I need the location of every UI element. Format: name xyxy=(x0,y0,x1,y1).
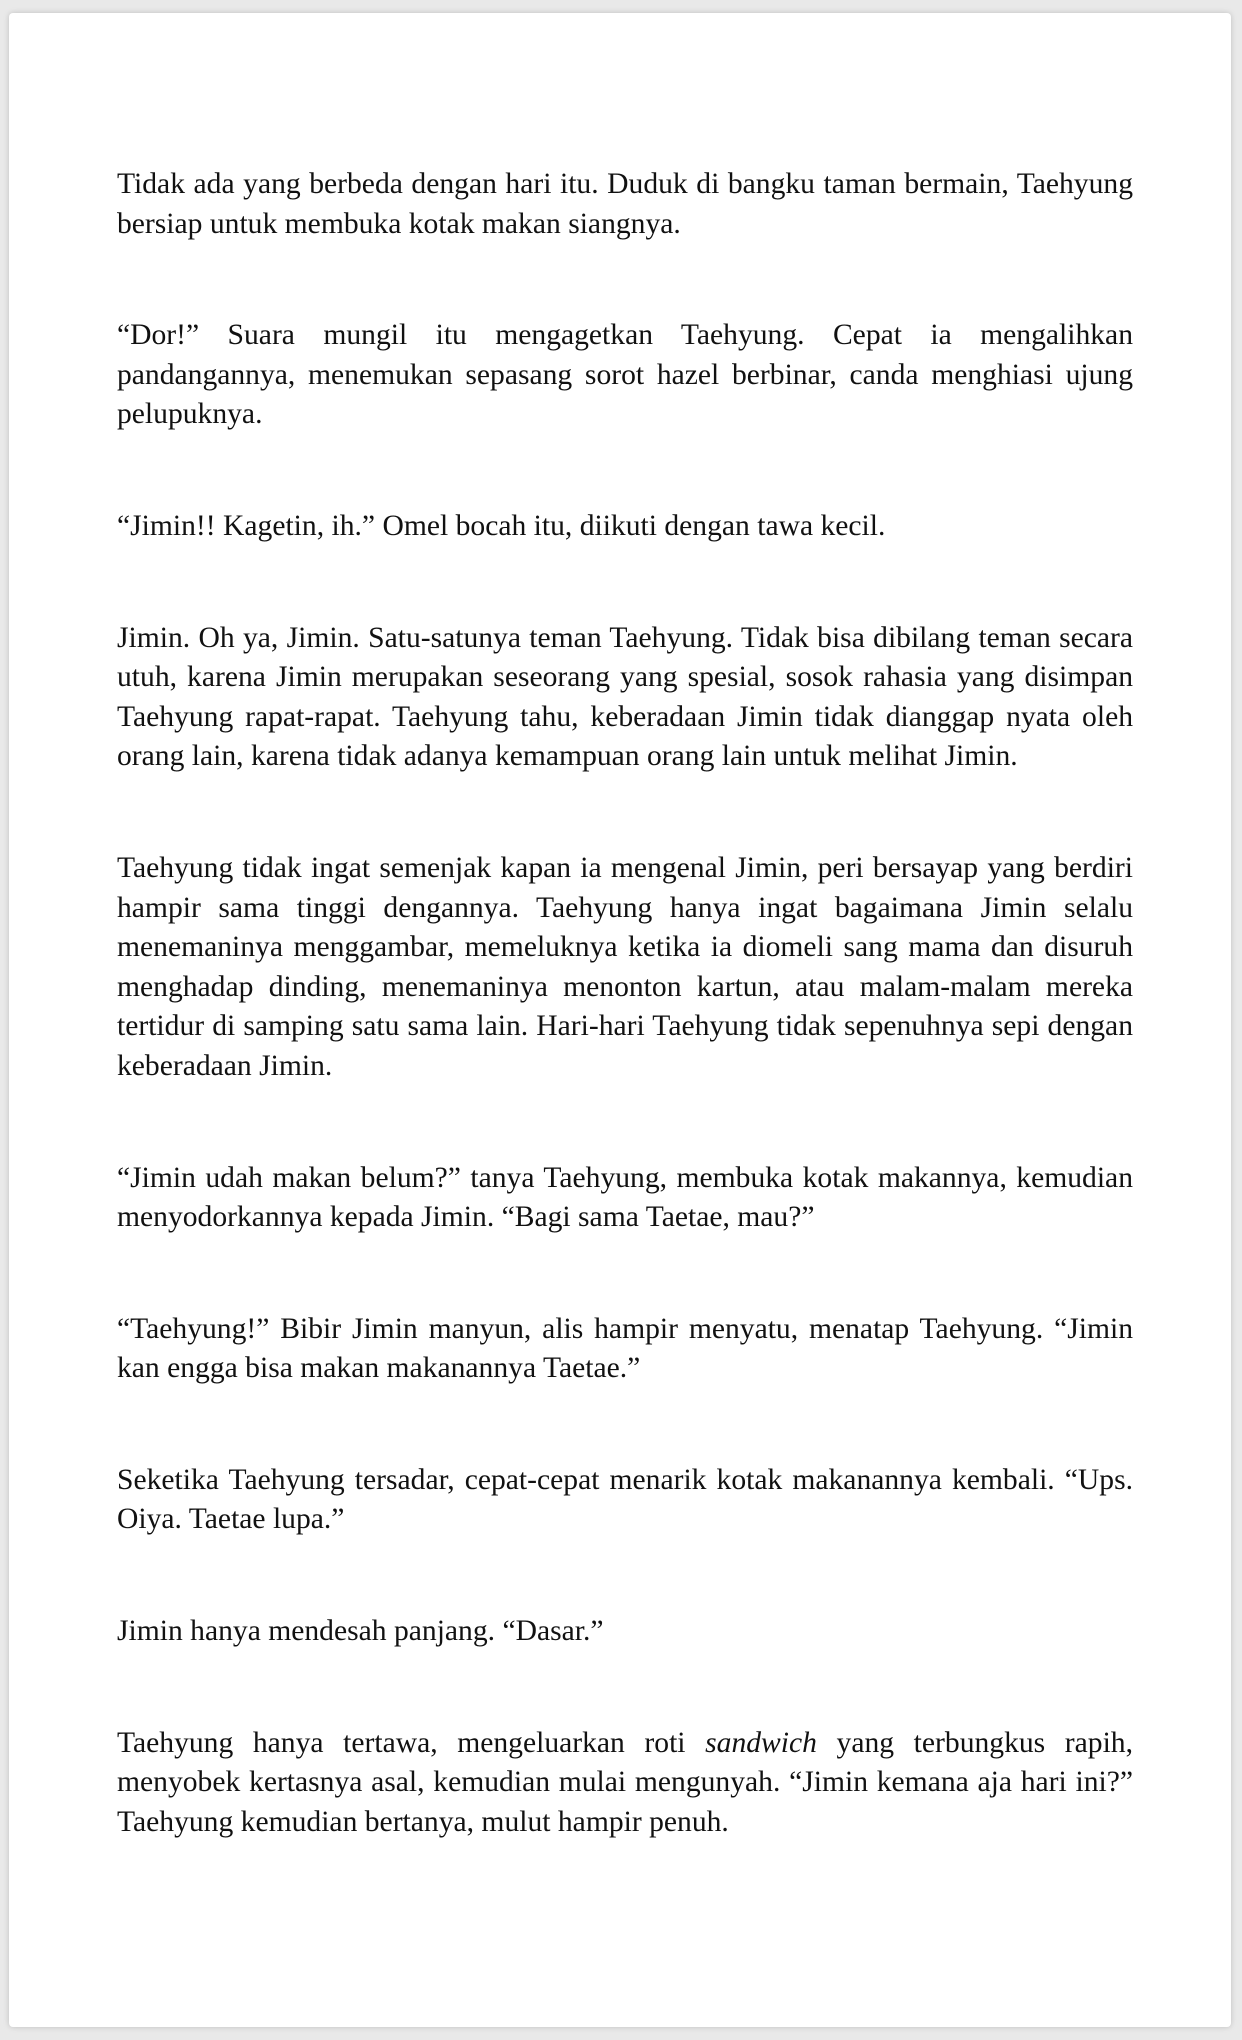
paragraph-4: Jimin. Oh ya, Jimin. Satu-satunya teman Taehyung. Tidak bisa dibilang teman secara utuh, karena Jimin merupakan seseorang yang spesial, sosok rahasia yang disimpan Taehyung rapat-rapat. Taehyung tahu, keberadaan Jimin tidak dianggap nyata oleh orang lain, karena tidak adanya kemampuan orang lain untuk melihat Jimin. xyxy=(117,621,1133,773)
paragraph-1: Tidak ada yang berbeda dengan hari itu. Duduk di bangku taman bermain, Taehyung bersiap untuk membuka kotak makan siangnya. xyxy=(117,168,1133,240)
document-body xyxy=(117,165,1133,1842)
paragraph-8: Seketika Taehyung tersadar, cepat-cepat menarik kotak makanannya kembali. “Ups. Oiya. Taetae lupa.” xyxy=(117,1463,1133,1536)
document-page xyxy=(9,13,1231,2027)
paragraph-3: “Jimin!! Kagetin, ih.” Omel bocah itu, diikuti dengan tawa kecil. xyxy=(117,509,886,542)
paragraph-9: Jimin hanya mendesah panjang. “Dasar.” xyxy=(117,1615,604,1648)
paragraph-7: “Taehyung!” Bibir Jimin manyun, alis hampir menyatu, menatap Taehyung. “Jimin kan engga bisa makan makanannya Taetae.” xyxy=(117,1312,1133,1385)
paragraph-2: “Dor!” Suara mungil itu mengagetkan Taehyung. Cepat ia mengalihkan pandangannya, menemukan sepasang sorot hazel berbinar, canda menghiasi ujung pelupuknya. xyxy=(117,319,1133,431)
paragraph-5: Taehyung tidak ingat semenjak kapan ia mengenal Jimin, peri bersayap yang berdiri hampir sama tinggi dengannya. Taehyung hanya ingat bagaimana Jimin selalu menemaninya menggambar, memeluknya ketika ia diomeli sang mama dan disuruh menghadap dinding, menemaninya menonton kartun, atau malam-malam mereka tertidur di samping satu sama lain. Hari-hari Taehyung tidak sepenuhnya sepi dengan keberadaan Jimin. xyxy=(117,851,1133,1082)
paragraph-10-lead: Taehyung hanya tertawa, mengeluarkan roti xyxy=(117,1726,706,1759)
paragraph-6: “Jimin udah makan belum?” tanya Taehyung, membuka kotak makannya, kemudian menyodorkannya kepada Jimin. “Bagi sama Taetae, mau?” xyxy=(117,1161,1133,1234)
paragraph-10 xyxy=(117,1724,1133,1843)
italic-word-sandwich: sandwich xyxy=(705,1726,817,1759)
paragraph-10-tail: yang terbungkus rapih, menyobek kertasnya asal, kemudian mulai mengunyah. “Jimin kemana aja hari ini?” Taehyung kemudian bertanya, mulut hampir penuh. xyxy=(117,1726,1134,1838)
